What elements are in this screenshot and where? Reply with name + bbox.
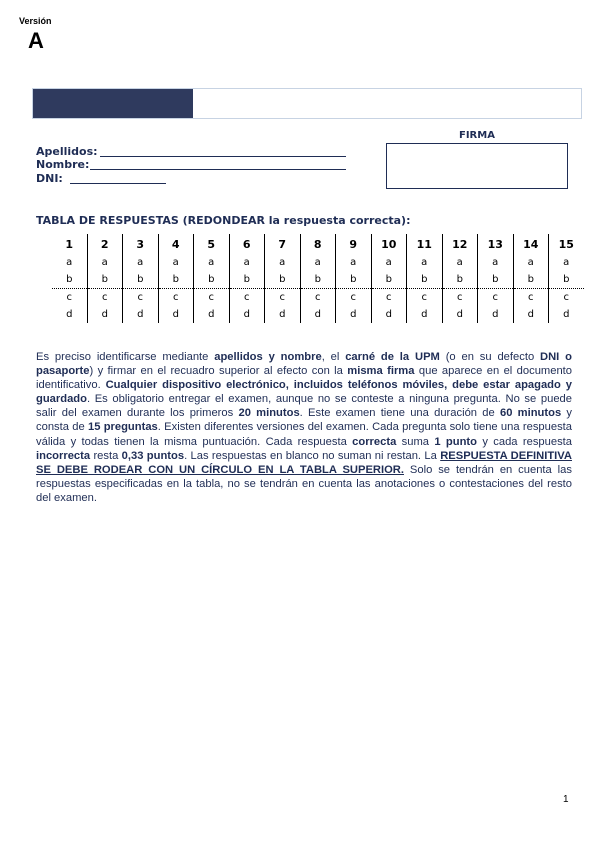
answer-option[interactable]: c <box>158 289 194 307</box>
version-label: Versión <box>19 16 52 26</box>
answer-option[interactable]: b <box>300 271 336 289</box>
instr-text: . Este examen tiene una duración de <box>299 407 500 420</box>
instr-text: y cada respuesta <box>476 435 572 448</box>
dni-field[interactable] <box>70 173 166 184</box>
instr-text: (o en su defecto <box>439 351 541 363</box>
answer-option[interactable]: a <box>87 254 123 271</box>
instr-bold: incorrecta <box>36 449 91 462</box>
answer-option[interactable]: c <box>371 289 407 307</box>
answer-option[interactable]: c <box>229 289 265 307</box>
answer-option[interactable]: c <box>66 292 72 303</box>
dni-row <box>36 172 63 185</box>
option-row-a <box>52 254 584 271</box>
answer-option[interactable]: b <box>87 271 123 289</box>
answer-option[interactable]: d <box>229 306 265 323</box>
question-number: 15 <box>549 234 584 254</box>
answer-option[interactable]: d <box>371 306 407 323</box>
question-number: 13 <box>478 234 514 254</box>
answer-option[interactable]: d <box>87 306 123 323</box>
nombre-label: Nombre: <box>36 158 90 171</box>
instr-bold: carné de la UPM <box>345 351 440 363</box>
answer-option[interactable]: b <box>123 271 159 289</box>
option-row-d <box>52 306 584 323</box>
question-number: 5 <box>194 234 230 254</box>
instr-underlined: RESPUESTA DEFINITIVA SE DEBE RODEAR CON UN CÍRCULO EN LA TABLA SUPERIOR. <box>36 449 572 476</box>
answer-table-title: TABLA DE RESPUESTAS (REDONDEAR la respuesta correcta): <box>36 214 411 227</box>
answer-option[interactable]: b <box>336 271 372 289</box>
answer-option[interactable]: d <box>158 306 194 323</box>
answer-option[interactable]: b <box>478 271 514 289</box>
answer-option[interactable]: b <box>265 271 301 289</box>
question-number: 4 <box>158 234 194 254</box>
option-row-b <box>52 271 584 289</box>
answer-option[interactable]: c <box>123 289 159 307</box>
exam-instructions <box>36 350 572 505</box>
answer-option[interactable]: d <box>265 306 301 323</box>
instr-text: . Las respuestas en blanco no suman ni restan. La <box>184 449 441 462</box>
answer-option[interactable]: c <box>513 289 549 307</box>
question-number: 8 <box>300 234 336 254</box>
answer-option[interactable]: c <box>300 289 336 307</box>
answer-option[interactable]: a <box>549 254 584 271</box>
instr-bold: 0,33 puntos <box>121 449 185 462</box>
question-number: 12 <box>442 234 478 254</box>
instr-bold: Cualquier dispositivo electrónico, incluidos teléfonos móviles, debe estar apagado y guardado <box>36 379 572 406</box>
answer-option[interactable]: d <box>549 306 584 323</box>
question-number: 7 <box>265 234 301 254</box>
question-number: 2 <box>87 234 123 254</box>
header-banner-light <box>193 89 581 118</box>
dni-label: DNI: <box>36 172 63 185</box>
answer-option[interactable]: b <box>549 271 584 289</box>
answer-option[interactable]: a <box>371 254 407 271</box>
question-number: 14 <box>513 234 549 254</box>
question-number: 1 <box>65 237 74 251</box>
instr-bold: DNI o pasaporte <box>36 351 572 378</box>
answer-option[interactable]: d <box>123 306 159 323</box>
answer-option[interactable]: a <box>66 257 73 268</box>
answer-table <box>52 234 584 323</box>
answer-option[interactable]: d <box>513 306 549 323</box>
instr-bold: 15 preguntas <box>87 421 158 434</box>
header-banner-dark <box>33 89 193 118</box>
question-number: 6 <box>229 234 265 254</box>
apellidos-field[interactable] <box>100 146 346 157</box>
answer-option[interactable]: a <box>194 254 230 271</box>
firma-label: FIRMA <box>459 130 495 141</box>
question-number-row <box>52 234 584 254</box>
answer-option[interactable]: d <box>336 306 372 323</box>
instr-text: Solo se tendrán en cuenta las respuestas especificadas en la tabla, no se tendrán en cuenta las anotaciones o contestaciones del resto del examen. <box>36 463 572 504</box>
version-value: A <box>28 28 44 53</box>
answer-option[interactable]: d <box>478 306 514 323</box>
answer-option[interactable]: d <box>66 309 73 320</box>
instr-text: , el <box>321 351 346 363</box>
answer-option[interactable]: c <box>194 289 230 307</box>
question-number: 9 <box>336 234 372 254</box>
instr-text: Es preciso identificarse mediante <box>36 351 215 363</box>
instr-text: . Existen diferentes versiones del examen. Cada pregunta solo tiene una respuesta válida y todas tienen la misma puntuación. Cada respuesta <box>36 421 572 448</box>
firma-box[interactable] <box>386 143 568 189</box>
answer-option[interactable]: a <box>513 254 549 271</box>
answer-option[interactable]: c <box>336 289 372 307</box>
instr-bold: correcta <box>352 435 397 448</box>
answer-option[interactable]: c <box>87 289 123 307</box>
instr-text: y consta de <box>36 407 573 434</box>
question-number: 3 <box>123 234 159 254</box>
answer-option[interactable]: a <box>300 254 336 271</box>
answer-option[interactable]: c <box>442 289 478 307</box>
instr-text: ) y firmar en el recuadro superior al efecto con la <box>89 365 348 378</box>
answer-option[interactable]: a <box>336 254 372 271</box>
answer-option[interactable]: c <box>478 289 514 307</box>
apellidos-label: Apellidos: <box>36 145 98 158</box>
page-number: 1 <box>563 794 569 805</box>
answer-option[interactable]: a <box>407 254 443 271</box>
answer-option[interactable]: a <box>123 254 159 271</box>
answer-option[interactable]: c <box>265 289 301 307</box>
instr-bold: apellidos y nombre <box>214 351 322 363</box>
instr-text: suma <box>396 435 435 448</box>
answer-option[interactable]: a <box>158 254 194 271</box>
answer-option[interactable]: b <box>52 271 87 289</box>
answer-option[interactable]: b <box>371 271 407 289</box>
option-row-c <box>52 289 584 307</box>
answer-option[interactable]: c <box>407 289 443 307</box>
answer-option[interactable]: a <box>442 254 478 271</box>
instr-bold: misma firma <box>347 365 415 378</box>
answer-option[interactable]: b <box>229 271 265 289</box>
answer-option[interactable]: d <box>300 306 336 323</box>
answer-option[interactable]: d <box>407 306 443 323</box>
instr-text: resta <box>90 449 122 462</box>
header-banner <box>32 88 582 119</box>
instr-text: . Es obligatorio entregar el examen, aunque no se conteste a ninguna pregunta. No se puede salir del examen durante los primeros <box>36 393 572 420</box>
answer-option[interactable]: c <box>549 289 584 307</box>
apellidos-row <box>36 145 98 158</box>
question-number: 11 <box>407 234 443 254</box>
answer-option[interactable]: b <box>513 271 549 289</box>
instr-bold: 20 minutos <box>238 407 300 420</box>
answer-option[interactable]: a <box>229 254 265 271</box>
answer-option[interactable]: d <box>442 306 478 323</box>
answer-option[interactable]: a <box>478 254 514 271</box>
answer-option[interactable]: d <box>194 306 230 323</box>
instr-bold: 60 minutos <box>499 407 562 420</box>
answer-option[interactable]: b <box>407 271 443 289</box>
instr-text: que aparece en el documento identificativo. <box>36 365 573 392</box>
instr-bold: 1 punto <box>434 435 477 448</box>
answer-option[interactable]: a <box>265 254 301 271</box>
nombre-field[interactable] <box>90 159 346 170</box>
answer-option[interactable]: b <box>194 271 230 289</box>
nombre-row <box>36 158 89 171</box>
question-number: 10 <box>371 234 407 254</box>
answer-option[interactable]: b <box>158 271 194 289</box>
answer-option[interactable]: b <box>442 271 478 289</box>
